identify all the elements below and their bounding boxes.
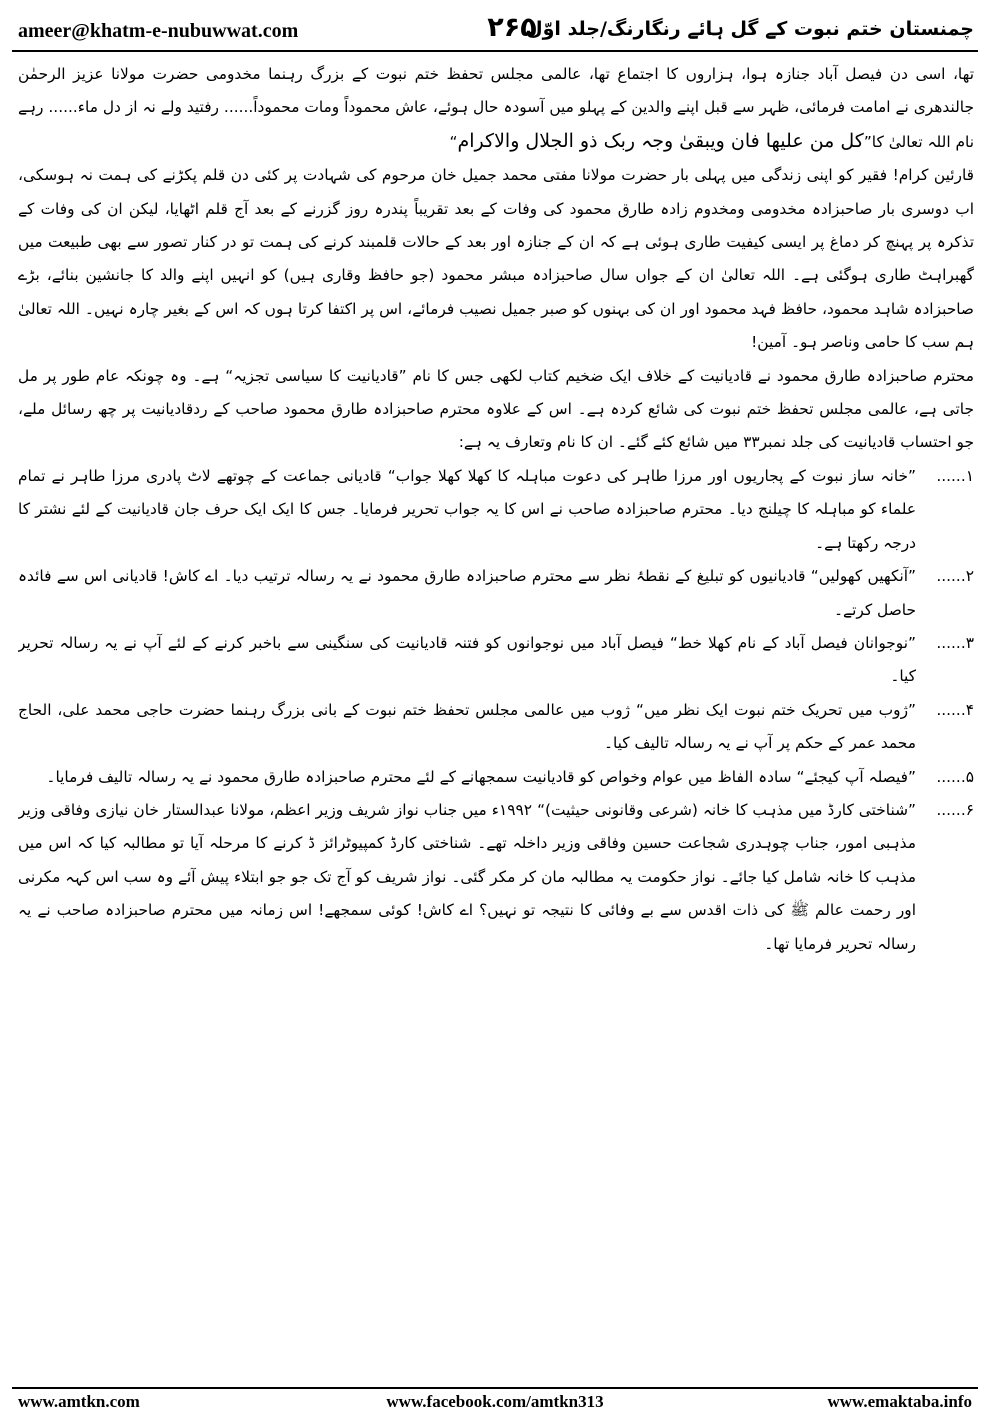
list-item-number: ۵...... [936,767,974,786]
paragraph-readers: قارئین کرام! فقیر کو اپنی زندگی میں پہلی بار حضرت مولانا مفتی محمد جمیل خان مرحوم کی شہادت پر کئی دن قلم پکڑنے کی ہمت نہ ہوسکی، اب دوسری بار صاحبزادہ مخدومی ومخدوم زادہ طارق محمود کی وفات کے بعد تقریباً پندرہ روز گزرنے کے بعد آج قلم اٹھایا، لیکن ان کی وفات کے تذکرہ پر پہنچ کر دماغ پر ایسی کیفیت طاری ہوئی ہے کہ ان کے جنازہ اور بعد کے حالات قلمبند کرنے کی ہمت تو در کنار تصور سے بھی طبیعت میں گھبراہٹ طاری ہوگئی ہے۔ اللہ تعالیٰ ان کے جواں سال صاحبزادہ مبشر محمود (جو حافظ وقاری ہیں) کو انہیں اپنے والد کا جانشین بنائے، بڑے صاحبزادہ شاہد محمود، حافظ فہد محمود اور ان کی بہنوں کو صبر جمیل نصیب فرمائے، اس پر اکتفا کرتا ہوں کہ اس کے بغیر چارہ نہیں۔ اللہ تعالیٰ ہم سب کا حامی وناصر ہو۔ آمین! [18,166,974,352]
footer-link-facebook[interactable]: www.facebook.com/amtkn313 [386,1392,604,1411]
quran-verse: کل من علیھا فان ویبقیٰ وجہ ربک ذو الجلال والاکرام [457,129,864,152]
header-rule [12,50,978,52]
list-item [18,794,974,961]
list-item [18,627,974,694]
list-item-text: ”خانہ ساز نبوت کے پجاریوں اور مرزا طاہر کی دعوت مباہلہ کا کھلا کھلا جواب“ قادیانی جماعت کے چوتھے لاٹ پادری مرزا طاہر نے تمام علماء کو مباہلہ کا چیلنج دیا۔ محترم صاحبزادہ صاحب نے اس کا یہ جواب تحریر فرمایا۔ جس کا ایک ایک حرف جان قادیانیت کے لئے نشتر کا درجہ رکھتا ہے۔ [18,466,916,552]
list-item-number: ۱...... [936,466,974,485]
header-email: ameer@khatm-e-nubuwwat.com [18,20,299,42]
list-item-text: ”ژوب میں تحریک ختم نبوت ایک نظر میں“ ژوب میں عالمی مجلس تحفظ ختم نبوت کے بانی بزرگ رہنما حضرت حاجی محمد علی، الحاج محمد عمر کے حکم پر آپ نے یہ رسالہ تالیف کیا۔ [18,700,916,753]
page-number: ۲۶۵ [487,12,537,43]
footer-link-emaktaba[interactable]: www.emaktaba.info [827,1392,972,1411]
page-footer [12,1392,978,1416]
list-item [18,560,974,627]
list-item-number: ۴...... [936,700,974,719]
list-item-text: ”آنکھیں کھولیں“ قادیانیوں کو تبلیغ کے نقطۂ نظر سے محترم صاحبزادہ طارق محمود نے یہ رسالہ ترتیب دیا۔ اے کاش! قادیانی اس سے فائدہ حاصل کرتے۔ [18,567,916,619]
intro-paragraph [18,58,974,159]
list-item-number: ۲...... [936,567,974,586]
list-item-text: ”فیصلہ آپ کیجئے“ سادہ الفاظ میں عوام وخواص کو قادیانیت سمجھانے کے لئے محترم صاحبزادہ طارق محمود نے یہ رسالہ تالیف فرمایا۔ [46,767,916,786]
list-item-text: ”نوجوانان فیصل آباد کے نام کھلا خط“ فیصل آباد میں نوجوانوں کو فتنہ قادیانیت کی سنگینی سے باخبر کرنے کے لئے آپ نے یہ رسالہ تحریر کیا۔ [18,633,916,686]
list-item-number: ۶...... [936,800,974,819]
list-item [18,761,974,794]
intro-text: تھا، اسی دن فیصل آباد جنازہ ہوا، ہزاروں کا اجتماع تھا، عالمی مجلس تحفظ ختم نبوت کے بزرگ رہنما مخدومی حضرت مولانا عزیز الرحمٰن جالندھری نے امامت فرمائی، ظہر سے قبل اپنے والدین کے پہلو میں آسودہ حال ہوئے، عاش محموداً ومات محموداً...... رفتید ولے نہ از دل ماء...... رہے نام اللہ تعالیٰ کا” [18,65,974,151]
list-item-text: ”شناختی کارڈ میں مذہب کا خانہ (شرعی وقانونی حیثیت)“ ۱۹۹۲ء میں جناب نواز شریف وزیر اعظم، مولانا عبدالستار خان نیازی وفاقی وزیر مذہبی امور، جناب چوہدری شجاعت حسین وفاقی وزیر داخلہ تھے۔ شناختی کارڈ کمپیوٹرائز ڈ کرنے کا مرحلہ آیا تو مطالبہ کیا کہ اس میں مذہب کا خانہ شامل کیا جائے۔ نواز حکومت یہ مطالبہ مان کر مکر گئی۔ نواز شریف کو آج تک جو جو ابتلاء پیش آئے وہ سب اس کہہ مکرنی اور رحمت عالم ﷺ کی ذات اقدس سے بے وفائی کا نتیجہ تو نہیں؟ اے کاش! کوئی سمجھے! اس زمانہ میں محترم صاحبزادہ صاحب نے یہ رسالہ تحریر فرمایا تھا۔ [18,800,916,953]
footer-rule [12,1387,978,1389]
intro-close-quote: “ [449,132,458,151]
book-title: چمنستان ختم نبوت کے گل ہائے رنگارنگ/جلد اوّل [526,18,974,40]
paragraph-books: محترم صاحبزادہ طارق محمود نے قادیانیت کے خلاف ایک ضخیم کتاب لکھی جس کا نام ”قادیانیت کا سیاسی تجزیہ“ ہے۔ وہ چونکہ عام طور پر مل جاتی ہے، عالمی مجلس تحفظ ختم نبوت کی شائع کردہ ہے۔ اس کے علاوہ محترم صاحبزادہ طارق محمود صاحب کے ردقادیانیت پر چھ رسائل ملے، جو احتساب قادیانیت کی جلد نمبر۳۳ میں شائع کئے گئے۔ ان کا نام وتعارف یہ ہے: [18,366,974,452]
page-header [12,10,978,52]
list-item-number: ۳...... [936,633,974,652]
list-item [18,460,974,560]
footer-link-amtkn[interactable]: www.amtkn.com [18,1392,140,1411]
list-item [18,694,974,761]
page-body [18,58,974,1380]
